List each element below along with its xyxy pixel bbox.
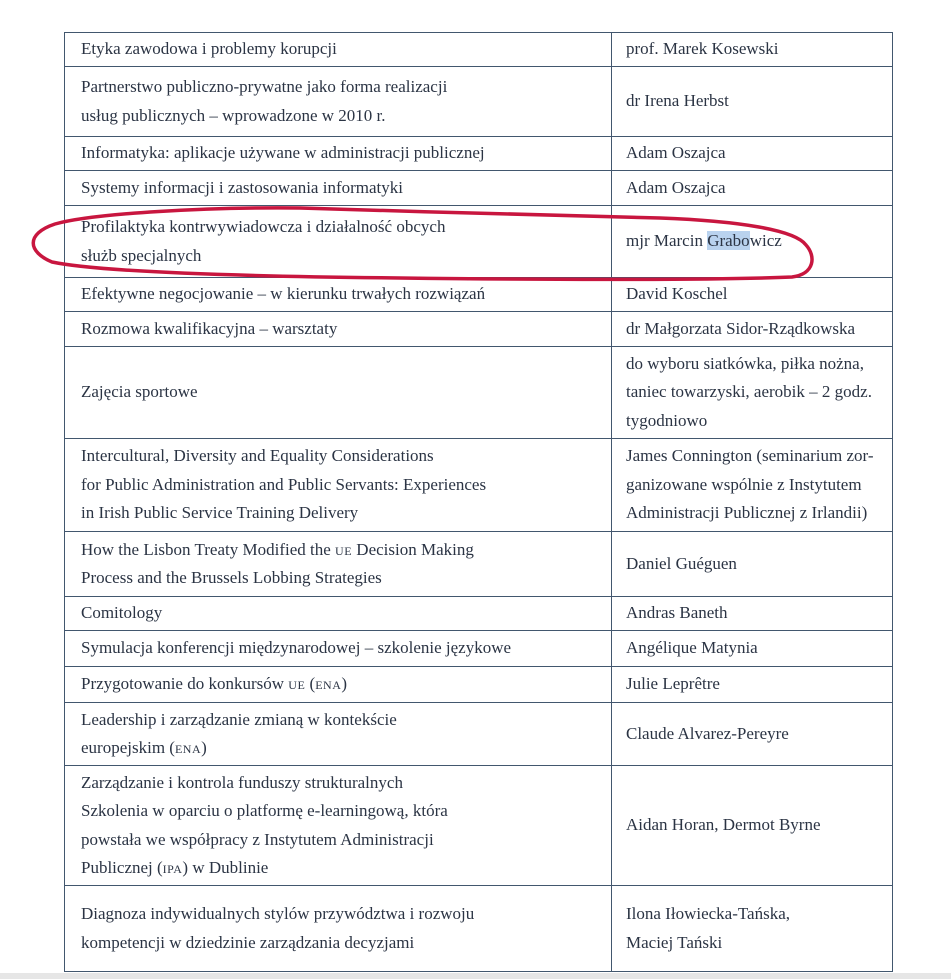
table-row (65, 278, 893, 312)
course-cell (65, 597, 612, 631)
course-text-part: ) (201, 738, 207, 757)
course-text-part: Przygotowanie do konkursów (81, 674, 289, 694)
course-text: Systemy informacji i zastosowania informatyki (81, 177, 403, 197)
lecturer-text: Julie Leprêtre (626, 674, 720, 694)
table-row (65, 67, 893, 137)
table-row (65, 312, 893, 347)
lecturer-text: prof. Marek Kosewski (626, 39, 779, 59)
course-acronym: ue (288, 674, 306, 694)
lecturer-text: Administracji Publicznej z Irlandii) (626, 503, 868, 523)
lecturer-text: Aidan Horan, Dermot Byrne (626, 815, 821, 835)
course-cell (65, 703, 612, 766)
lecturer-text: ganizowane wspólnie z Instytutem (626, 474, 862, 494)
table-row (65, 766, 893, 886)
course-acronym: ipa (162, 858, 183, 877)
course-cell (65, 347, 612, 439)
lecturer-text (626, 227, 878, 256)
lecturer-text: dr Małgorzata Sidor-Rządkowska (626, 318, 856, 338)
lecturer-text: Andras Baneth (626, 603, 728, 623)
lecturer-cell (612, 439, 893, 532)
lecturer-text: taniec towarzyski, aerobik – 2 godz. (626, 382, 872, 402)
lecturer-prefix: mjr Marcin (626, 231, 708, 251)
course-text: Leadership i zarządzanie zmianą w kontekście (81, 709, 397, 729)
course-cell (65, 886, 612, 972)
course-text: Profilaktyka kontrwywiadowcza i działalność obcych (81, 217, 446, 236)
course-text: Process and the Brussels Lobbing Strategies (81, 568, 382, 587)
course-cell (65, 33, 612, 67)
course-cell (65, 312, 612, 347)
lecturer-cell (612, 278, 893, 312)
course-text (81, 854, 597, 883)
course-text: powstała we współpracy z Instytutem Administracji (81, 829, 434, 849)
lecturer-cell (612, 171, 893, 206)
course-text: służb specjalnych (81, 245, 202, 265)
course-cell (65, 667, 612, 703)
course-cell (65, 67, 612, 137)
lecturer-text: do wyboru siatkówka, piłka nożna, (626, 353, 864, 373)
course-text-part: europejskim ( (81, 738, 175, 757)
table-row (65, 137, 893, 171)
lecturer-cell (612, 631, 893, 667)
lecturer-text: Claude Alvarez-Pereyre (626, 723, 789, 743)
course-text-part: Decision Making (352, 539, 474, 559)
table-row (65, 347, 893, 439)
table-row (65, 532, 893, 597)
course-text: kompetencji w dziedzinie zarządzania decyzjami (81, 932, 415, 952)
lecturer-cell (612, 667, 893, 703)
course-text: Zajęcia sportowe (81, 382, 198, 402)
course-text-part: Publicznej ( (81, 858, 163, 877)
lecturer-cell (612, 67, 893, 137)
course-text: Comitology (81, 603, 163, 623)
table-row (65, 439, 893, 532)
course-text-part: ) w Dublinie (182, 858, 269, 877)
lecturer-cell (612, 532, 893, 597)
bottom-bar (0, 973, 951, 979)
course-text: usług publicznych – wprowadzone w 2010 r. (81, 105, 386, 125)
course-text: Szkolenia w oparciu o platformę e-learningową, która (81, 801, 448, 820)
lecturer-cell (612, 312, 893, 347)
lecturer-text: James Connington (seminarium zor- (626, 446, 874, 466)
lecturer-cell (612, 703, 893, 766)
table-row (65, 703, 893, 766)
course-acronym: ena (315, 674, 342, 694)
course-text-part: ) (341, 674, 348, 694)
lecturer-cell (612, 886, 893, 972)
table-row (65, 631, 893, 667)
course-text: Intercultural, Diversity and Equality Considerations (81, 446, 434, 466)
lecturer-text: dr Irena Herbst (626, 91, 729, 111)
table-row (65, 171, 893, 206)
course-cell (65, 171, 612, 206)
course-text: Partnerstwo publiczno-prywatne jako forma realizacji (81, 77, 448, 96)
course-text: in Irish Public Service Training Delivery (81, 503, 359, 523)
course-text: Etyka zawodowa i problemy korupcji (81, 39, 337, 59)
course-text: Rozmowa kwalifikacyjna – warsztaty (81, 318, 338, 338)
table-row (65, 667, 893, 703)
course-cell (65, 631, 612, 667)
table-row (65, 33, 893, 67)
table-row (65, 886, 893, 972)
lecturer-cell (612, 347, 893, 439)
course-text: Zarządzanie i kontrola funduszy strukturalnych (81, 772, 403, 792)
course-text: Symulacja konferencji międzynarodowej – szkolenie językowe (81, 638, 512, 658)
lecturer-cell (612, 766, 893, 886)
course-text: Efektywne negocjowanie – w kierunku trwałych rozwiązań (81, 284, 486, 304)
lecturer-text: Maciej Tański (626, 932, 723, 952)
lecturer-text: David Koschel (626, 284, 728, 304)
lecturer-cell (612, 33, 893, 67)
course-cell (65, 278, 612, 312)
lecturer-suffix: wicz (749, 231, 782, 251)
course-cell (65, 137, 612, 171)
lecturer-text: Angélique Matynia (626, 638, 758, 658)
lecturer-cell (612, 597, 893, 631)
course-text-part: ( (305, 674, 316, 694)
course-acronym: ue (335, 539, 353, 559)
course-cell (65, 439, 612, 532)
course-text-part: How the Lisbon Treaty Modified the (81, 539, 336, 559)
lecturer-text: tygodniowo (626, 410, 708, 430)
course-text: Informatyka: aplikacje używane w administracji publicznej (81, 143, 485, 163)
course-cell (65, 766, 612, 886)
course-text: for Public Administration and Public Servants: Experiences (81, 474, 487, 494)
lecturer-text: Adam Oszajca (626, 177, 726, 197)
course-table (64, 32, 893, 972)
course-acronym: ena (174, 738, 202, 757)
table-row-highlighted (65, 206, 893, 278)
lecturer-text: Adam Oszajca (626, 143, 726, 163)
course-cell (65, 206, 612, 278)
lecturer-cell (612, 137, 893, 171)
course-text (81, 734, 597, 763)
course-text (81, 670, 597, 699)
course-text (81, 536, 597, 565)
lecturer-cell (612, 206, 893, 278)
text-selection-highlight: Grabo (707, 231, 750, 251)
lecturer-text: Ilona Iłowiecka-Tańska, (626, 904, 791, 923)
lecturer-text: Daniel Guéguen (626, 553, 737, 573)
course-text: Diagnoza indywidualnych stylów przywództwa i rozwoju (81, 904, 475, 923)
table-row (65, 597, 893, 631)
course-cell (65, 532, 612, 597)
